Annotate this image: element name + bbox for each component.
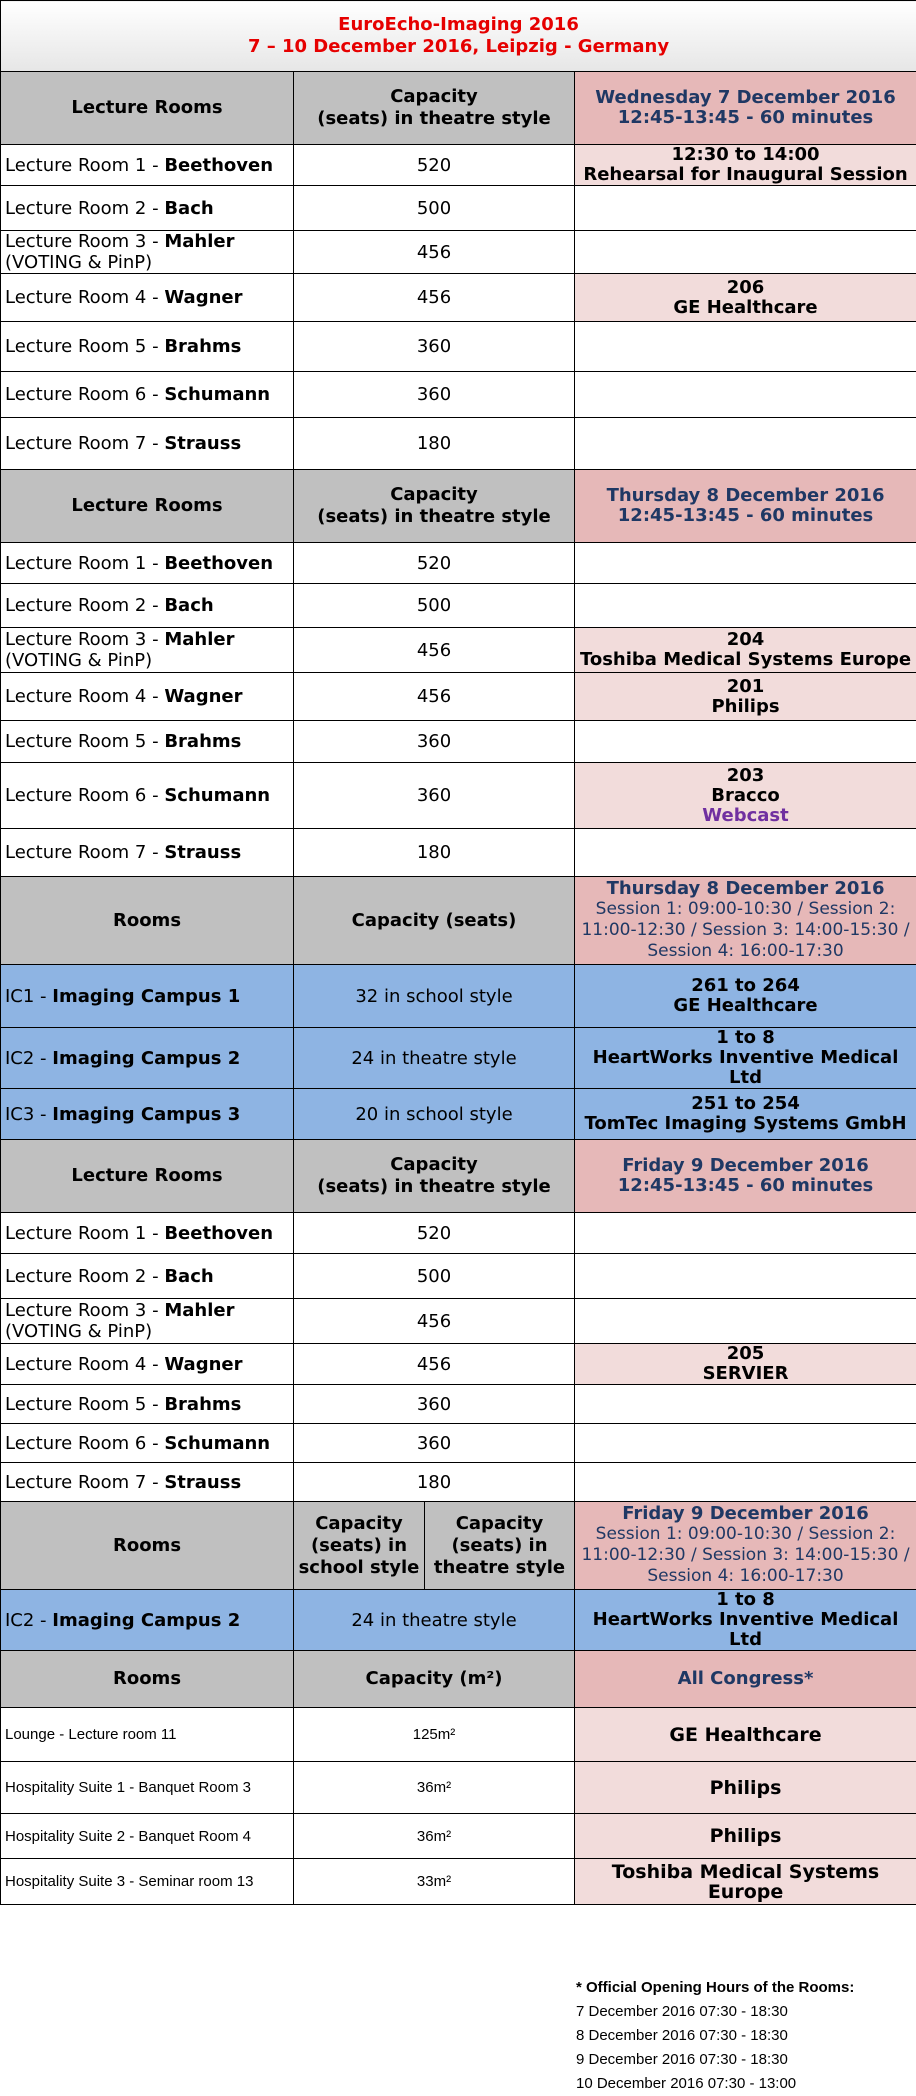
table-row — [1, 1463, 916, 1502]
table-row — [1, 1590, 916, 1651]
room-cell: Lecture Room 4 - Wagner — [1, 673, 294, 721]
document-title — [1, 1, 916, 72]
room-name: Mahler — [164, 629, 235, 650]
room-name: Imaging Campus 2 — [52, 1609, 241, 1631]
table-row — [1, 1299, 916, 1344]
sponsor-cell: 1 to 8 HeartWorks Inventive Medical Ltd — [575, 1028, 916, 1089]
capacity-cell: 360 — [294, 372, 575, 418]
room-cell: Lecture Room 7 - Strauss — [1, 418, 294, 470]
capacity-cell: 33m² — [294, 1859, 575, 1905]
opening-hours-title: * Official Opening Hours of the Rooms: — [576, 1979, 855, 1996]
capacity-theatre-header: Capacity (seats) in theatre style — [425, 1502, 575, 1590]
day-header-time: 12:45-13:45 - 60 minutes — [617, 505, 874, 526]
sponsor-cell: 206 GE Healthcare — [575, 274, 916, 322]
title-event: EuroEcho-Imaging 2016 — [338, 14, 579, 35]
room-name: Bach — [164, 197, 214, 219]
opening-hours-line: 8 December 2016 07:30 - 18:30 — [576, 2027, 788, 2044]
sponsor-cell — [575, 186, 916, 231]
capacity-cell: 520 — [294, 1213, 575, 1254]
sponsor-cell: GE Healthcare — [575, 1708, 916, 1762]
room-name: Imaging Campus 1 — [52, 985, 241, 1007]
capacity-header-line2: (seats) in theatre style — [317, 1176, 551, 1197]
rooms-header: Lecture Rooms — [1, 470, 294, 543]
sponsor-cell — [575, 1424, 916, 1463]
room-cell: Lecture Room 6 - Schumann — [1, 372, 294, 418]
sponsor-cell — [575, 1299, 916, 1344]
capacity-cell: 180 — [294, 1463, 575, 1502]
section-header — [1, 1651, 916, 1708]
table-row — [1, 1708, 916, 1762]
rooms-header: Rooms — [1, 1502, 294, 1590]
day-header-sessions: Session 1: 09:00-10:30 / Session 2: 11:00-12:30 / Session 3: 14:00-15:30 / Session 4: 16:00-17:30 — [581, 899, 910, 961]
room-cell: Lecture Room 2 - Bach — [1, 186, 294, 231]
table-row — [1, 274, 916, 322]
capacity-header — [294, 470, 575, 543]
capacity-cell: 24 in theatre style — [294, 1590, 575, 1651]
room-name: Brahms — [164, 336, 242, 357]
room-cell: Lecture Room 1 - Beethoven — [1, 543, 294, 584]
rooms-header: Lecture Rooms — [1, 1140, 294, 1213]
capacity-cell: 456 — [294, 628, 575, 673]
sponsor-cell: 261 to 264 GE Healthcare — [575, 965, 916, 1028]
table-row — [1, 186, 916, 231]
capacity-cell: 125m² — [294, 1708, 575, 1762]
sponsor-cell — [575, 1254, 916, 1299]
room-name: Bach — [164, 595, 214, 616]
capacity-header-line2: (seats) in theatre style — [317, 108, 551, 129]
table-row — [1, 418, 916, 470]
room-cell: IC1 - Imaging Campus 1 — [1, 965, 294, 1028]
room-cell: Lecture Room 4 - Wagner — [1, 1344, 294, 1385]
capacity-cell: 456 — [294, 231, 575, 274]
capacity-cell: 500 — [294, 1254, 575, 1299]
table-row — [1, 372, 916, 418]
table-row — [1, 1344, 916, 1385]
room-name: Schumann — [164, 1432, 271, 1454]
sponsor-cell: Philips — [575, 1814, 916, 1859]
sponsor-cell: 251 to 254 TomTec Imaging Systems GmbH — [575, 1089, 916, 1140]
room-name: Strauss — [164, 1471, 242, 1493]
capacity-header: Capacity (seats) — [294, 877, 575, 965]
capacity-header: Capacity (m²) — [294, 1651, 575, 1708]
sponsor-cell — [575, 231, 916, 274]
sponsor-cell: 1 to 8 HeartWorks Inventive Medical Ltd — [575, 1590, 916, 1651]
capacity-cell: 360 — [294, 763, 575, 829]
section-header — [1, 1502, 916, 1590]
room-cell: Lecture Room 3 - Mahler (VOTING & PinP) — [1, 1299, 294, 1344]
capacity-header — [294, 1140, 575, 1213]
sponsor-cell — [575, 584, 916, 628]
room-cell: Hospitality Suite 3 - Seminar room 13 — [1, 1859, 294, 1905]
day-header — [575, 470, 916, 543]
room-cell: Lecture Room 3 - Mahler (VOTING & PinP) — [1, 628, 294, 673]
capacity-cell: 456 — [294, 1344, 575, 1385]
capacity-cell: 32 in school style — [294, 965, 575, 1028]
room-name: Beethoven — [164, 1222, 274, 1244]
room-cell: Lecture Room 1 - Beethoven — [1, 145, 294, 186]
sponsor-cell: 204 Toshiba Medical Systems Europe — [575, 628, 916, 673]
table-row — [1, 763, 916, 829]
table-row — [1, 673, 916, 721]
day-header-date: Wednesday 7 December 2016 — [595, 87, 896, 108]
sponsor-cell: Philips — [575, 1762, 916, 1814]
sponsor-cell: 12:30 to 14:00 Rehearsal for Inaugural Session — [575, 145, 916, 186]
table-row — [1, 628, 916, 673]
room-cell: IC2 - Imaging Campus 2 — [1, 1028, 294, 1089]
capacity-school-header: Capacity (seats) in school style — [294, 1502, 425, 1590]
opening-hours-notes — [576, 1976, 854, 2096]
sponsor-cell: 205 SERVIER — [575, 1344, 916, 1385]
opening-hours-line: 7 December 2016 07:30 - 18:30 — [576, 2003, 788, 2020]
day-header — [575, 1140, 916, 1213]
sponsor-cell: 201 Philips — [575, 673, 916, 721]
room-cell: Lecture Room 3 - Mahler (VOTING & PinP) — [1, 231, 294, 274]
room-name: Imaging Campus 3 — [52, 1103, 241, 1125]
capacity-cell: 520 — [294, 145, 575, 186]
room-cell: Lecture Room 2 - Bach — [1, 1254, 294, 1299]
room-name: Strauss — [164, 433, 242, 454]
table-row — [1, 145, 916, 186]
rooms-header: Rooms — [1, 1651, 294, 1708]
capacity-header-line1: Capacity — [390, 86, 478, 107]
table-row — [1, 829, 916, 877]
table-row — [1, 721, 916, 763]
opening-hours-line: 10 December 2016 07:30 - 13:00 — [576, 2075, 797, 2092]
capacity-cell: 456 — [294, 1299, 575, 1344]
sponsor-cell — [575, 543, 916, 584]
room-note: (VOTING & PinP) — [5, 1321, 153, 1342]
room-cell: Lecture Room 2 - Bach — [1, 584, 294, 628]
day-header-date: Thursday 8 December 2016 — [606, 878, 885, 899]
table-row — [1, 965, 916, 1028]
room-name: Mahler — [164, 231, 235, 252]
rooms-header: Rooms — [1, 877, 294, 965]
section-header — [1, 72, 916, 145]
table-row — [1, 543, 916, 584]
day-header — [575, 72, 916, 145]
opening-hours-line: 9 December 2016 07:30 - 18:30 — [576, 2051, 788, 2068]
room-cell: Lecture Room 7 - Strauss — [1, 829, 294, 877]
title-dates: 7 – 10 December 2016, Leipzig - Germany — [247, 36, 670, 57]
capacity-cell: 24 in theatre style — [294, 1028, 575, 1089]
day-header-sessions: Session 1: 09:00-10:30 / Session 2: 11:00-12:30 / Session 3: 14:00-15:30 / Session 4: 16:00-17:30 — [581, 1524, 910, 1586]
room-name: Strauss — [164, 842, 242, 863]
capacity-header-line1: Capacity — [390, 1154, 478, 1175]
room-name: Brahms — [164, 1393, 242, 1415]
table-row — [1, 322, 916, 372]
table-row — [1, 1089, 916, 1140]
sponsor-cell: Toshiba Medical Systems Europe — [575, 1859, 916, 1905]
room-cell: Lecture Room 4 - Wagner — [1, 274, 294, 322]
capacity-cell: 180 — [294, 829, 575, 877]
capacity-cell: 360 — [294, 1424, 575, 1463]
day-header — [575, 877, 916, 965]
room-cell: Lecture Room 5 - Brahms — [1, 1385, 294, 1424]
capacity-cell: 180 — [294, 418, 575, 470]
room-cell: Lecture Room 6 - Schumann — [1, 1424, 294, 1463]
table-row — [1, 1385, 916, 1424]
room-cell: Hospitality Suite 1 - Banquet Room 3 — [1, 1762, 294, 1814]
capacity-cell: 456 — [294, 673, 575, 721]
table-row — [1, 1814, 916, 1859]
capacity-cell: 20 in school style — [294, 1089, 575, 1140]
sponsor-cell — [575, 829, 916, 877]
capacity-cell: 456 — [294, 274, 575, 322]
table-row — [1, 584, 916, 628]
room-name: Mahler — [164, 1300, 235, 1321]
room-name: Schumann — [164, 384, 271, 405]
sponsor-cell — [575, 1385, 916, 1424]
rooms-header: Lecture Rooms — [1, 72, 294, 145]
sponsor-cell — [575, 1463, 916, 1502]
room-cell: Lounge - Lecture room 11 — [1, 1708, 294, 1762]
section-header — [1, 470, 916, 543]
room-cell: Lecture Room 7 - Strauss — [1, 1463, 294, 1502]
room-name: Imaging Campus 2 — [52, 1047, 241, 1069]
capacity-cell: 36m² — [294, 1762, 575, 1814]
day-header-time: 12:45-13:45 - 60 minutes — [617, 107, 874, 128]
table-row — [1, 1859, 916, 1905]
room-name: Wagner — [164, 686, 243, 707]
table-row — [1, 1254, 916, 1299]
sponsor-cell — [575, 721, 916, 763]
capacity-cell: 36m² — [294, 1814, 575, 1859]
room-name: Bach — [164, 1265, 214, 1287]
capacity-cell: 520 — [294, 543, 575, 584]
day-header-date: Friday 9 December 2016 — [622, 1155, 869, 1176]
room-note: (VOTING & PinP) — [5, 252, 153, 273]
capacity-header-line2: (seats) in theatre style — [317, 506, 551, 527]
room-name: Wagner — [164, 1353, 243, 1375]
table-row — [1, 1213, 916, 1254]
table-row — [1, 1762, 916, 1814]
room-cell: Lecture Room 5 - Brahms — [1, 721, 294, 763]
capacity-cell: 360 — [294, 322, 575, 372]
sponsor-cell — [575, 322, 916, 372]
day-header-date: Friday 9 December 2016 — [622, 1503, 869, 1524]
sponsor-cell — [575, 372, 916, 418]
capacity-cell: 360 — [294, 1385, 575, 1424]
capacity-cell: 360 — [294, 721, 575, 763]
day-header-date: Thursday 8 December 2016 — [606, 485, 885, 506]
capacity-cell: 500 — [294, 584, 575, 628]
table-row — [1, 1028, 916, 1089]
room-cell: Hospitality Suite 2 - Banquet Room 4 — [1, 1814, 294, 1859]
sponsor-cell: 203 Bracco Webcast — [575, 763, 916, 829]
capacity-header-line1: Capacity — [390, 484, 478, 505]
room-note: (VOTING & PinP) — [5, 650, 153, 671]
webcast-label: Webcast — [702, 804, 789, 826]
capacity-header — [294, 72, 575, 145]
capacity-cell: 500 — [294, 186, 575, 231]
room-cell: Lecture Room 6 - Schumann — [1, 763, 294, 829]
room-name: Brahms — [164, 731, 242, 752]
section-header — [1, 877, 916, 965]
room-cell: Lecture Room 5 - Brahms — [1, 322, 294, 372]
table-row — [1, 231, 916, 274]
day-header: All Congress* — [575, 1651, 916, 1708]
room-name: Beethoven — [164, 154, 274, 176]
room-name: Wagner — [164, 287, 243, 308]
day-header — [575, 1502, 916, 1590]
table-row — [1, 1424, 916, 1463]
section-header — [1, 1140, 916, 1213]
room-cell: Lecture Room 1 - Beethoven — [1, 1213, 294, 1254]
room-cell: IC3 - Imaging Campus 3 — [1, 1089, 294, 1140]
room-cell: IC2 - Imaging Campus 2 — [1, 1590, 294, 1651]
day-header-time: 12:45-13:45 - 60 minutes — [617, 1175, 874, 1196]
sponsor-cell — [575, 1213, 916, 1254]
room-name: Beethoven — [164, 552, 274, 574]
sponsor-cell — [575, 418, 916, 470]
room-name: Schumann — [164, 785, 271, 806]
